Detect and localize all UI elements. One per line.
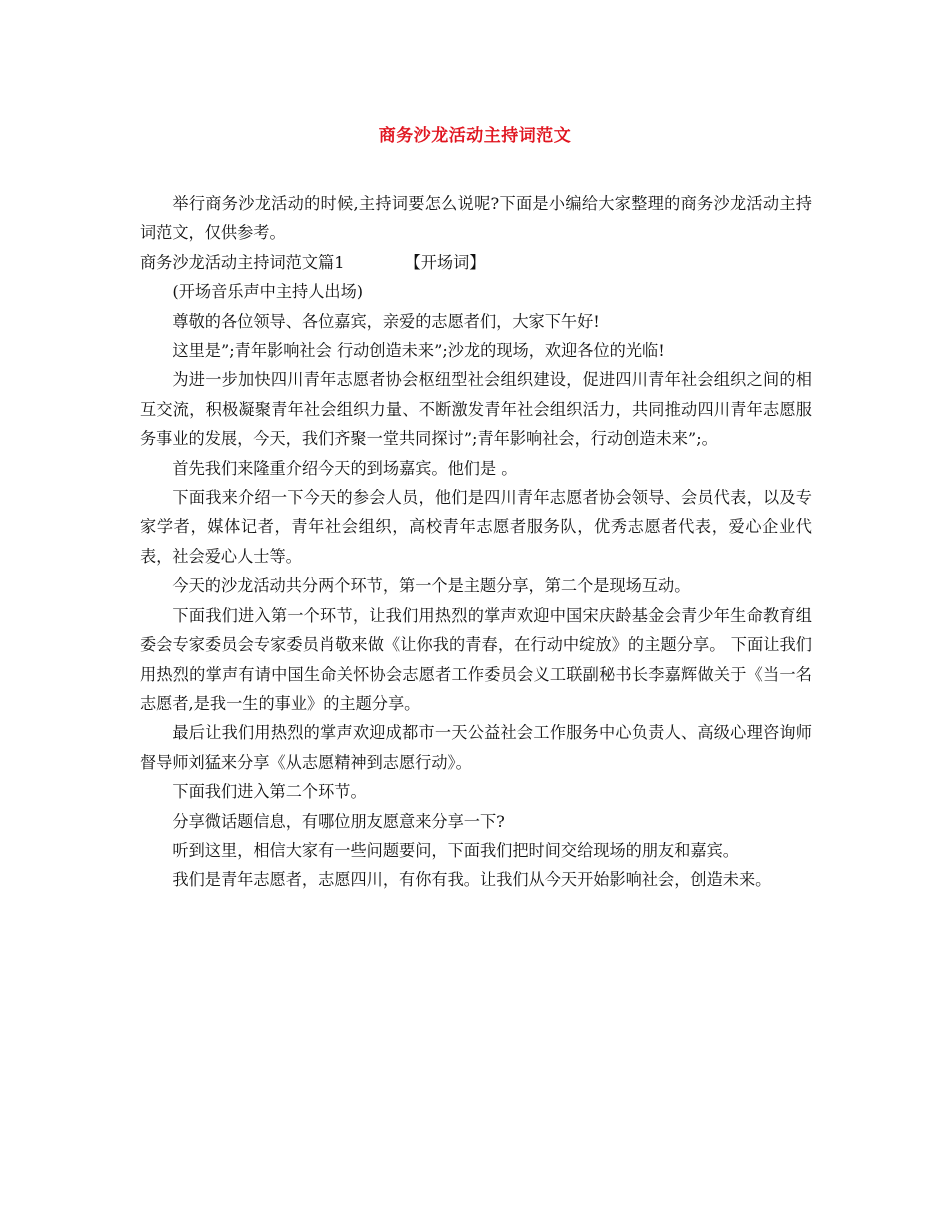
intro-paragraph: 举行商务沙龙活动的时候,主持词要怎么说呢?下面是小编给大家整理的商务沙龙活动主持词范文，仅供参考。 (140, 194, 812, 243)
document-title: 商务沙龙活动主持词范文 (378, 126, 572, 146)
paragraph-13: 我们是青年志愿者，志愿四川，有你有我。让我们从今天开始影响社会，创造未来。 (172, 870, 772, 890)
paragraph-7: 今天的沙龙活动共分两个环节，第一个是主题分享，第二个是现场互动。 (172, 576, 691, 596)
paragraph-12: 听到这里，相信大家有一些问题要问，下面我们把时间交给现场的朋友和嘉宾。 (172, 840, 739, 860)
paragraph-8: 下面我们进入第一个环节，让我们用热烈的掌声欢迎中国宋庆龄基金会青少年生命教育组委会专家委员会专家委员肖敬来做《让你我的青春，在行动中绽放》的主题分享。 下面让我们用热烈的掌声有请中国生命关怀协会志愿者工作委员会义工联副秘书长李嘉辉做关于《当一名志愿者,是我一生的事业》的主题分享。 (140, 605, 812, 713)
paragraph-1: (开场音乐声中主持人出场) (172, 282, 364, 302)
paragraph-5: 首先我们来隆重介绍今天的到场嘉宾。他们是 。 (172, 458, 518, 478)
section-tag: 【开场词】 (404, 252, 486, 272)
paragraph-6: 下面我来介绍一下今天的参会人员，他们是四川青年志愿者协会领导、会员代表，以及专家学者，媒体记者，青年社会组织，高校青年志愿者服务队，优秀志愿者代表，爱心企业代表，社会爱心人士等。 (140, 488, 812, 566)
paragraph-11: 分享微话题信息，有哪位朋友愿意来分享一下? (172, 811, 505, 831)
section-heading-line (140, 248, 812, 277)
paragraph-3: 这里是”;青年影响社会 行动创造未来”;沙龙的现场，欢迎各位的光临! (172, 341, 665, 361)
paragraph-4: 为进一步加快四川青年志愿者协会枢纽型社会组织建设，促进四川青年社会组织之间的相互交流，积极凝聚青年社会组织力量、不断激发青年社会组织活力，共同推动四川青年志愿服务事业的发展，今天，我们齐聚一堂共同探讨”;青年影响社会，行动创造未来”;。 (140, 370, 812, 449)
section-heading: 商务沙龙活动主持词范文篇1 (140, 252, 345, 272)
paragraph-10: 下面我们进入第二个环节。 (172, 782, 367, 802)
paragraph-2: 尊敬的各位领导、各位嘉宾，亲爱的志愿者们，大家下午好! (172, 311, 600, 331)
paragraph-9: 最后让我们用热烈的掌声欢迎成都市一天公益社会工作服务中心负责人、高级心理咨询师督导师刘猛来分享《从志愿精神到志愿行动》。 (140, 723, 812, 772)
document-body (140, 189, 812, 895)
